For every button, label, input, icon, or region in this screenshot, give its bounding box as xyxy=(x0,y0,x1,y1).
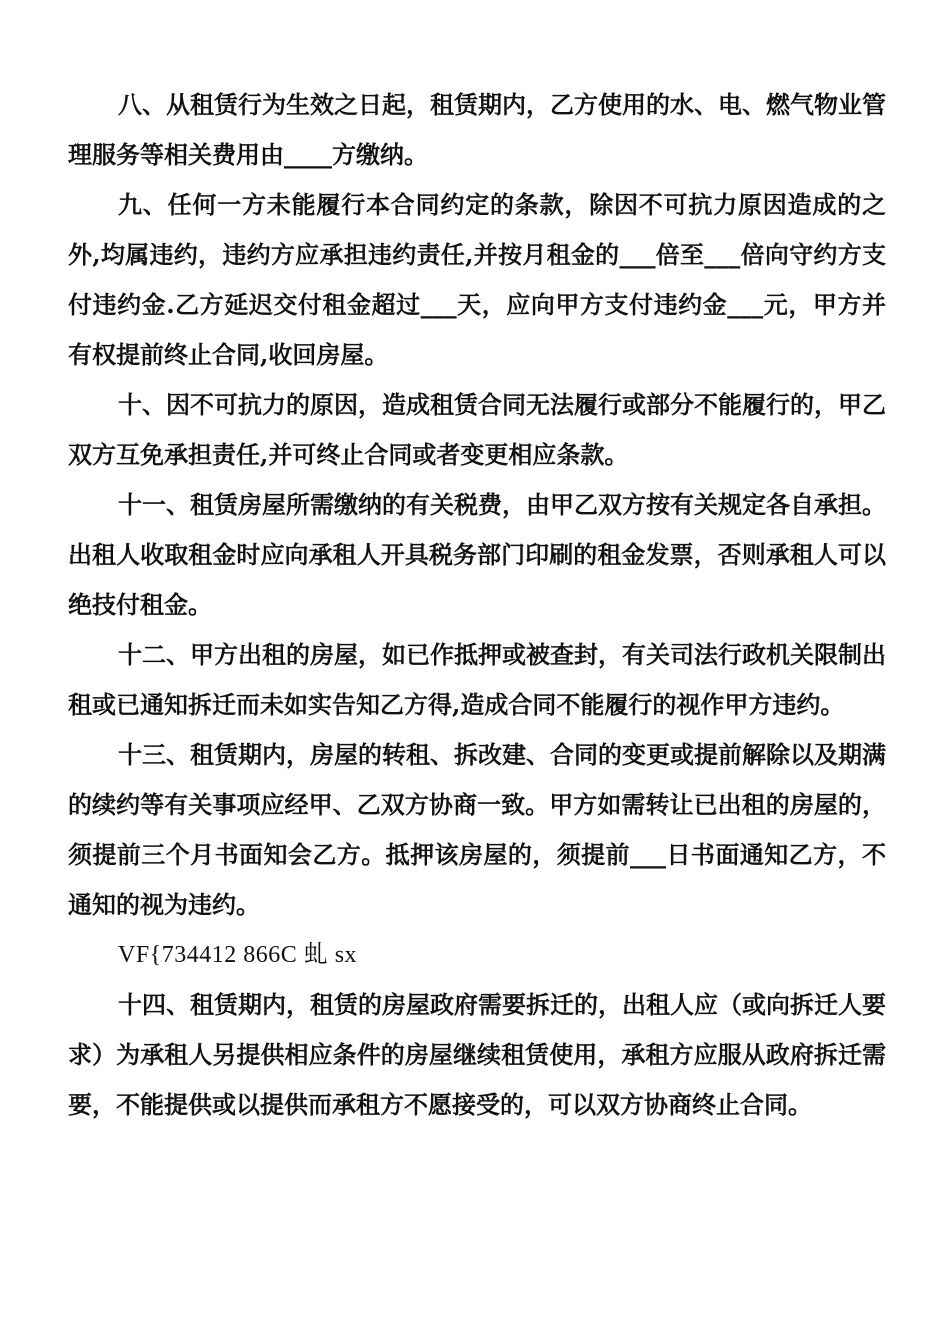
clause-10: 十、因不可抗力的原因，造成租赁合同无法履行或部分不能履行的，甲乙双方互免承担责任,并可终止合同或者变更相应条款。 xyxy=(68,390,886,469)
clause-8: 八、从租赁行为生效之日起，租赁期内，乙方使用的水、电、燃气物业管理服务等相关费用由____方缴纳。 xyxy=(68,90,886,169)
clause-13: 十三、租赁期内，房屋的转租、拆改建、合同的变更或提前解除以及期满的续约等有关事项应经甲、乙双方协商一致。甲方如需转让已出租的房屋的，须提前三个月书面知会乙方。抵押该房屋的，须提前___日书面通知乙方，不通知的视为违约。 xyxy=(68,740,886,919)
garbled-text-line: VF{734412 866C 虬 sx xyxy=(118,942,358,968)
clause-12: 十二、甲方出租的房屋，如已作抵押或被查封，有关司法行政机关限制出租或已通知拆迁而未如实告知乙方得,造成合同不能履行的视作甲方违约。 xyxy=(68,640,886,719)
clause-9: 九、任何一方未能履行本合同约定的条款，除因不可抗力原因造成的之外,均属违约，违约方应承担违约责任,并按月租金的___倍至___倍向守约方支付违约金.乙方延迟交付租金超过___天，应向甲方支付违约金___元，甲方并有权提前终止合同,收回房屋。 xyxy=(68,190,886,369)
clause-14: 十四、租赁期内，租赁的房屋政府需要拆迁的，出租人应（或向拆迁人要求）为承租人另提供相应条件的房屋继续租赁使用，承租方应服从政府拆迁需要，不能提供或以提供而承租方不愿接受的，可以双方协商终止合同。 xyxy=(68,990,886,1119)
contract-body xyxy=(68,80,886,1130)
clause-11: 十一、租赁房屋所需缴纳的有关税费，由甲乙双方按有关规定各自承担。出租人收取租金时应向承租人开具税务部门印刷的租金发票，否则承租人可以绝技付租金。 xyxy=(68,490,886,619)
